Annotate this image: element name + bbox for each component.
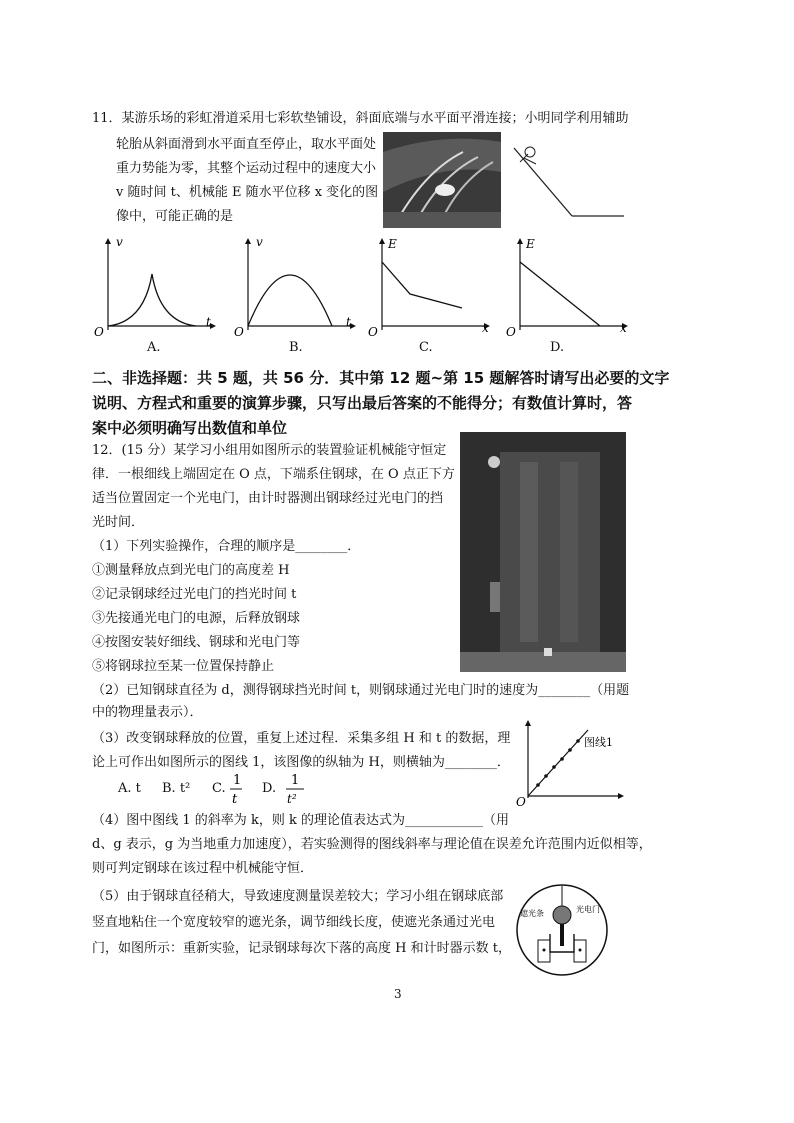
q12-part4-line-2: d、g 表示，g 为当地重力加速度），若实验测得的图线斜率与理论值在误差允许范围内近似相等，	[92, 837, 652, 852]
gate-label: 光电门	[576, 905, 600, 914]
q11-line-3: 重力势能为零，其整个运动过程中的速度大小	[116, 161, 377, 176]
graph-c-origin: O	[368, 325, 378, 339]
q12-part3-line-2: 论上可作出如图所示的图线 1，该图像的纵轴为 H，则横轴为________．	[92, 755, 510, 770]
q12-intro-2: 律．一根细线上端固定在 O 点，下端系住钢球，在 O 点正下方	[92, 467, 455, 482]
graph-d-caption: D.	[550, 340, 565, 355]
graph-b-caption: B.	[289, 340, 303, 355]
slide-diagram	[506, 140, 626, 222]
page-number: 3	[394, 987, 402, 1001]
apparatus-photo	[460, 432, 626, 672]
q12-option-d-fraction	[284, 772, 306, 808]
q11-line-4: v 随时间 t、机械能 E 随水平位移 x 变化的图	[116, 185, 379, 200]
q12-option-a: A. t	[118, 781, 141, 796]
q12-intro-1: 12．(15 分）某学习小组用如图所示的装置验证机械能守恒定	[92, 443, 447, 458]
q12-option-b: B. t²	[162, 781, 191, 796]
q12-step-2: ②记录钢球经过光电门的挡光时间 t	[92, 587, 297, 602]
graph-a-origin: O	[94, 325, 104, 339]
section-heading-line-2: 说明、方程式和重要的演算步骤，只写出最后答案的不能得分；有数值计算时，答	[92, 394, 633, 412]
graph-a-x-label: t	[206, 315, 211, 329]
light-gate-figure	[514, 882, 610, 978]
q12-step-3: ③先接通光电门的电源，后释放钢球	[92, 611, 301, 626]
graph-d	[504, 234, 634, 340]
graph-d-x-label: x	[620, 321, 627, 335]
option-c-numerator: 1	[233, 773, 242, 788]
q12-part1: （1）下列实验操作，合理的顺序是________．	[92, 539, 361, 554]
graph-b-x-label: t	[346, 315, 351, 329]
q12-part4-line-1: （4）图中图线 1 的斜率为 k，则 k 的理论值表达式为____________（用	[92, 813, 509, 828]
graph-a	[92, 234, 222, 340]
option-d-numerator: 1	[291, 773, 300, 788]
option-c-denominator: t	[232, 792, 238, 807]
q12-part5-line-2: 竖直地粘住一个宽度较窄的遮光条，调节细线长度，使遮光条通过光电	[92, 915, 496, 930]
slide-photo	[383, 132, 501, 228]
q11-line-1: 11．某游乐场的彩虹滑道采用七彩软垫铺设，斜面底端与水平面平滑连接；小明同学利用辅助	[92, 111, 629, 126]
graph-d-origin: O	[506, 325, 516, 339]
graph-b-y-label: v	[256, 235, 263, 249]
q12-part2-line-1: （2）已知钢球直径为 d，测得钢球挡光时间 t，则钢球通过光电门时的速度为________（用题	[92, 683, 630, 698]
graph-d-y-label: E	[526, 237, 535, 251]
q12-step-5: ⑤将钢球拉至某一位置保持静止	[92, 659, 275, 674]
q12-intro-3: 适当位置固定一个光电门，由计时器测出钢球经过光电门的挡	[92, 491, 444, 506]
graph-line1-origin: O	[516, 795, 526, 808]
graph-a-caption: A.	[147, 340, 161, 355]
graph-c-x-label: x	[482, 321, 489, 335]
graph-c-y-label: E	[388, 237, 397, 251]
q12-part2-line-2: 中的物理量表示）．	[92, 705, 203, 720]
q12-part3-line-1: （3）改变钢球释放的位置，重复上述过程．采集多组 H 和 t 的数据，理	[92, 731, 511, 746]
q12-step-1: ①测量释放点到光电门的高度差 H	[92, 563, 290, 578]
q11-line-5: 像中，可能正确的是	[116, 209, 234, 224]
q11-line-2: 轮胎从斜面滑到水平面直至停止，取水平面处	[116, 137, 377, 152]
graph-b-origin: O	[234, 325, 244, 339]
section-heading-line-3: 案中必须明确写出数值和单位	[92, 419, 288, 437]
q12-part5-line-1: （5）由于钢球直径稍大，导致速度测量误差较大；学习小组在钢球底部	[92, 889, 504, 904]
q12-option-c: C.	[212, 781, 226, 796]
q12-part4-line-3: 则可判定钢球在该过程中机械能守恒．	[92, 861, 314, 876]
graph-line1-label: 图线1	[584, 736, 613, 749]
q12-option-d: D.	[262, 781, 277, 796]
q12-step-4: ④按图安装好细线、钢球和光电门等	[92, 635, 301, 650]
q12-intro-4: 光时间．	[92, 515, 145, 530]
q12-part5-line-3: 门，如图所示：重新实验，记录钢球每次下落的高度 H 和计时器示数 t，	[92, 941, 511, 956]
graph-b	[232, 234, 362, 340]
graph-a-y-label: v	[116, 235, 123, 249]
option-d-denominator: t²	[287, 792, 297, 806]
graph-c	[366, 234, 496, 340]
section-heading-line-1: 二、非选择题：共 5 题，共 56 分．其中第 12 题~第 15 题解答时请写出必要的文字	[92, 369, 670, 387]
q12-option-c-fraction	[228, 772, 244, 808]
graph-line1	[512, 716, 642, 808]
strip-label: 遮光条	[520, 909, 544, 918]
graph-c-caption: C.	[419, 340, 433, 355]
